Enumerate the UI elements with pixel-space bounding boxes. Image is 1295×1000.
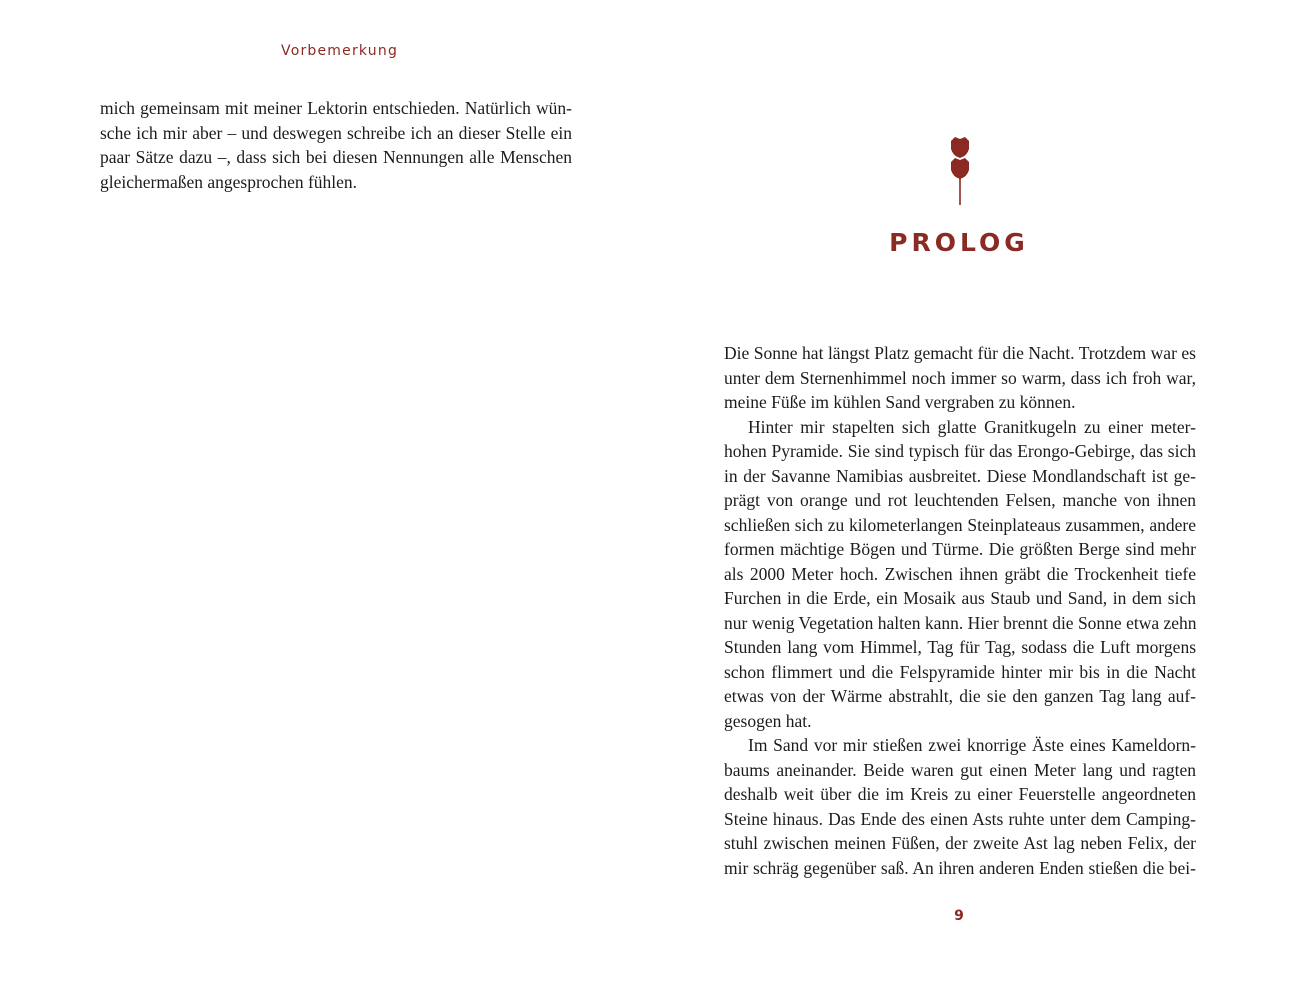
right-page <box>647 0 1295 1000</box>
text-line: paar Sätze dazu –, dass sich bei diesen Nennungen alle Menschen <box>100 147 572 167</box>
text-line: Stunden lang vom Himmel, Tag für Tag, sodass die Luft morgens <box>724 637 1196 657</box>
text-line: Furchen in die Erde, ein Mosaik aus Staub und Sand, in dem sich <box>724 588 1196 608</box>
right-body-text <box>724 341 1196 880</box>
text-line: schon flimmert und die Felspyramide hinter mir bis in die Nacht <box>724 661 1196 682</box>
text-line: schließen sich zu kilometerlangen Steinplateaus zusammen, andere <box>724 514 1196 535</box>
text-line: sche ich mir aber – und deswegen schreibe ich an dieser Stelle ein <box>100 122 572 143</box>
text-line: deshalb weit über die im Kreis zu einer Feuerstelle angeordneten <box>724 784 1196 804</box>
text-line: hohen Pyramide. Sie sind typisch für das Erongo-Gebirge, das sich <box>724 441 1196 461</box>
text-line: baums aneinander. Beide waren gut einen Meter lang und ragten <box>724 759 1196 780</box>
page-number: 9 <box>954 908 964 924</box>
text-line: mich gemeinsam mit meiner Lektorin entschieden. Natürlich wün- <box>100 98 572 118</box>
text-line: prägt von orange und rot leuchtenden Felsen, manche von ihnen <box>724 490 1196 510</box>
text-line: stuhl zwischen meinen Füßen, der zweite Ast lag neben Felix, der <box>724 833 1196 853</box>
text-line: Im Sand vor mir stießen zwei knorrige Äste eines Kameldorn- <box>748 735 1196 755</box>
left-body-text <box>100 96 572 194</box>
left-page <box>0 0 647 1000</box>
wheat-sprig-icon <box>948 137 972 205</box>
text-line: Die Sonne hat längst Platz gemacht für die Nacht. Trotzdem war es <box>724 343 1196 363</box>
text-line: in der Savanne Namibias ausbreitet. Diese Mondlandschaft ist ge- <box>724 465 1196 486</box>
text-line: Steine hinaus. Das Ende des einen Asts ruhte unter dem Camping- <box>724 808 1196 829</box>
text-line: Hinter mir stapelten sich glatte Granitkugeln zu einer meter- <box>748 416 1196 437</box>
running-head: Vorbemerkung <box>281 43 399 59</box>
text-line: formen mächtige Bögen und Türme. Die größten Berge sind mehr <box>724 539 1196 559</box>
text-line: mir schräg gegenüber saß. An ihren anderen Enden stießen die bei- <box>724 857 1196 878</box>
text-line: gesogen hat. <box>724 710 812 731</box>
text-line: meine Füße im kühlen Sand vergraben zu können. <box>724 392 1076 412</box>
chapter-title: PROLOG <box>889 228 1029 257</box>
text-line: etwas von der Wärme abstrahlt, die sie den ganzen Tag lang auf- <box>724 686 1196 706</box>
text-line: unter dem Sternenhimmel noch immer so warm, dass ich froh war, <box>724 367 1196 388</box>
text-line: als 2000 Meter hoch. Zwischen ihnen gräbt die Trockenheit tiefe <box>724 563 1196 584</box>
text-line: nur wenig Vegetation halten kann. Hier brennt die Sonne etwa zehn <box>724 612 1197 633</box>
text-line: gleichermaßen angesprochen fühlen. <box>100 171 358 192</box>
